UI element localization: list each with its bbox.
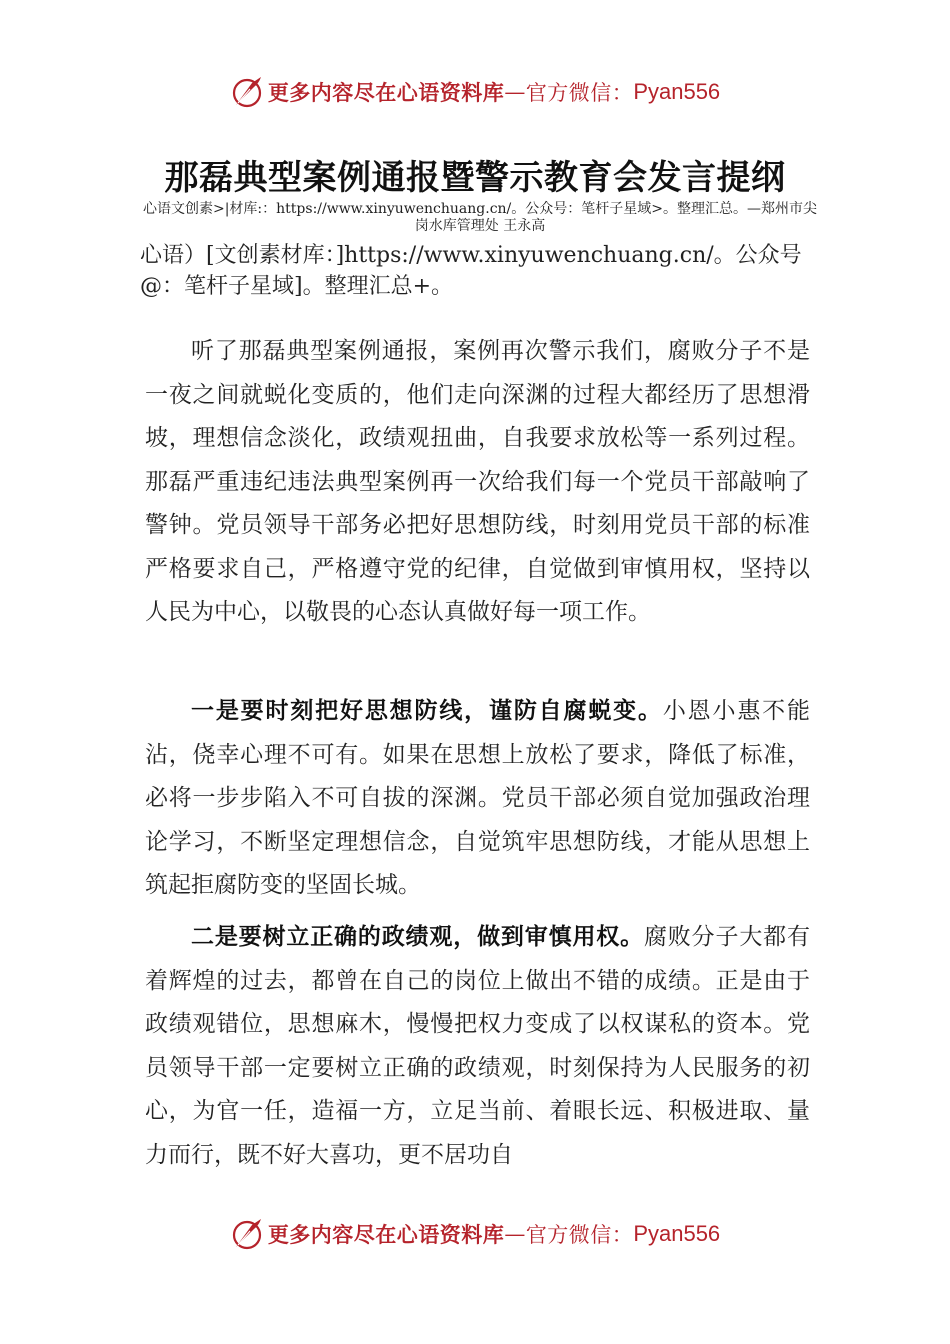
paragraph-lead: 一是要时刻把好思想防线，谨防自腐蜕变。 bbox=[191, 698, 663, 724]
banner-wechat-id: Pyan556 bbox=[633, 1221, 721, 1246]
source-note-small: 心语文创素>|材库:：https://www.xinyuwenchuang.cn/。公众号：笔杆子星域>。整理汇总。—郑州市尖岗水库管理处 王永高 bbox=[142, 201, 818, 234]
body-paragraph-point-1 bbox=[145, 690, 810, 908]
body-paragraph-intro bbox=[145, 330, 810, 635]
banner-brand-text: 更多内容尽在心语资料库 bbox=[267, 80, 505, 105]
banner-separator: — bbox=[504, 80, 526, 104]
quill-logo-icon bbox=[230, 75, 264, 109]
quill-logo-icon bbox=[230, 1217, 264, 1251]
document-title: 那磊典型案例通报暨警示教育会发言提纲 bbox=[164, 158, 786, 198]
paragraph-lead: 二是要树立正确的政绩观，做到审慎用权。 bbox=[191, 924, 644, 950]
source-note-large: 心语）[文创素材库：]https://www.xinyuwenchuang.cn/。公众号@：笔杆子星域]。整理汇总+。 bbox=[140, 243, 802, 299]
footer-banner bbox=[0, 1214, 950, 1254]
paragraph-text: 小恩小惠不能沾，侥幸心理不可有。如果在思想上放松了要求，降低了标准，必将一步步陷入不可自拔的深渊。党员干部必须自觉加强政治理论学习，不断坚定理想信念，自觉筑牢思想防线，才能从思想上筑起拒腐防变的坚固长城。 bbox=[145, 698, 811, 898]
banner-wechat-label: 官方微信： bbox=[525, 1223, 634, 1247]
banner-brand-text: 更多内容尽在心语资料库 bbox=[267, 1222, 505, 1247]
banner-separator: — bbox=[504, 1222, 526, 1246]
header-banner bbox=[0, 72, 950, 112]
paragraph-text: 腐败分子大都有着辉煌的过去，都曾在自己的岗位上做出不错的成绩。正是由于政绩观错位，思想麻木，慢慢把权力变成了以权谋私的资本。党员领导干部一定要树立正确的政绩观，时刻保持为人民服务的初心，为官一任，造福一方，立足当前、着眼长远、积极进取、量力而行，既不好大喜功，更不居功自 bbox=[145, 924, 811, 1168]
body-paragraph-point-2 bbox=[145, 916, 810, 1177]
paragraph-text: 听了那磊典型案例通报，案例再次警示我们，腐败分子不是一夜之间就蜕化变质的，他们走向深渊的过程大都经历了思想滑坡，理想信念淡化，政绩观扭曲，自我要求放松等一系列过程。那磊严重违纪违法典型案例再一次给我们每一个党员干部敲响了警钟。党员领导干部务必把好思想防线，时刻用党员干部的标准严格要求自己，严格遵守党的纪律，自觉做到审慎用权，坚持以人民为中心，以敬畏的心态认真做好每一项工作。 bbox=[145, 338, 810, 625]
banner-wechat-label: 官方微信： bbox=[525, 81, 634, 105]
banner-wechat-id: Pyan556 bbox=[633, 79, 721, 104]
